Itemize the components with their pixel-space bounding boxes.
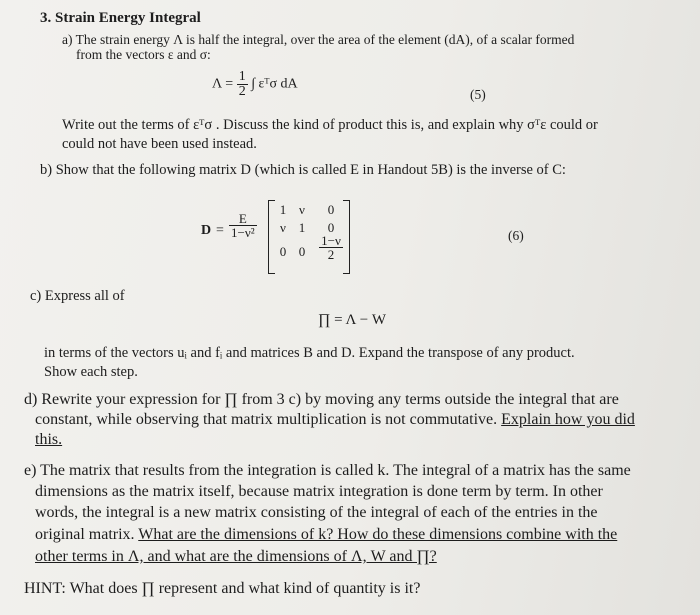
equation-number-5: (5) — [470, 87, 486, 102]
part-e-line-2: dimensions as the matrix itself, because matrix integration is done term by term. In other — [35, 483, 603, 500]
matrix-cell: 1 — [298, 220, 306, 235]
part-d-line-1: d) Rewrite your expression for ∏ from 3 c) by moving any terms outside the integral that are — [24, 391, 619, 408]
part-e-underlined-1: What are the dimensions of k? How do these dimensions combine with the — [138, 526, 618, 543]
equation-lhs: Λ = — [212, 76, 234, 92]
part-e-line-4-text: original matrix. — [35, 526, 139, 543]
matrix-cell: 0 — [327, 220, 335, 235]
matrix-cell: 0 — [298, 244, 306, 259]
part-c-line-1: c) Express all of — [30, 288, 125, 304]
matrix-cell: ν — [299, 202, 305, 217]
one-half-fraction — [237, 70, 248, 99]
matrix-prefactor — [229, 212, 257, 239]
matrix-d-label: D — [201, 223, 212, 238]
part-d-line-2-text: constant, while observing that matrix multiplication is not commutative. — [35, 411, 502, 428]
potential-energy-equation: ∏ = Λ − W — [318, 312, 387, 328]
hint-line: HINT: What does ∏ represent and what kind of quantity is it? — [24, 580, 421, 597]
part-e-line-3: words, the integral is a new matrix consisting of the integral of each of the entries in the — [35, 504, 598, 521]
part-e-line-1: e) The matrix that results from the integration is called k. The integral of a matrix has the same — [24, 462, 631, 479]
problem-title: 3. Strain Energy Integral — [40, 10, 201, 26]
matrix-d — [268, 200, 350, 274]
part-d-underlined: Explain how you did — [501, 411, 635, 428]
equation-number-6: (6) — [508, 228, 524, 243]
part-d-line-3: this. — [35, 431, 63, 448]
part-e-line-5: other terms in Λ, and what are the dimensions of Λ, W and ∏? — [35, 548, 437, 565]
matrix-cell: 0 — [279, 244, 287, 259]
part-a-text-1: Write out the terms of εᵀσ . Discuss the kind of product this is, and explain why σᵀε could or — [62, 117, 598, 133]
part-e-line-4 — [35, 526, 617, 544]
cell-numerator: 1−ν — [321, 233, 341, 248]
part-d-line-2 — [35, 411, 635, 429]
matrix-cell: 0 — [327, 202, 335, 217]
prefactor-numerator: E — [229, 212, 257, 226]
matrix-cell: 1 — [279, 202, 287, 217]
part-c-text-2: Show each step. — [44, 364, 138, 380]
part-b-line-1: b) Show that the following matrix D (which is called E in Handout 5B) is the inverse of C: — [40, 162, 566, 178]
part-a-line-1: a) The strain energy Λ is half the integral, over the area of the element (dA), of a scalar formed — [62, 32, 575, 47]
fraction-numerator: 1 — [238, 69, 246, 84]
matrix-cell-fraction — [315, 234, 347, 261]
strain-energy-equation — [212, 70, 298, 99]
equation-rhs: ∫ εᵀσ dA — [251, 76, 298, 92]
cell-denominator: 2 — [327, 247, 335, 262]
part-a-text-2: could not have been used instead. — [62, 136, 257, 152]
part-c-text-1: in terms of the vectors uᵢ and fᵢ and matrices B and D. Expand the transpose of any product. — [44, 345, 575, 361]
fraction-denominator: 2 — [238, 84, 246, 99]
part-a-line-2: from the vectors ε and σ: — [76, 47, 211, 62]
prefactor-denominator: 1−ν² — [231, 225, 255, 240]
matrix-cell: ν — [280, 220, 286, 235]
matrix-equals: = — [216, 223, 224, 238]
